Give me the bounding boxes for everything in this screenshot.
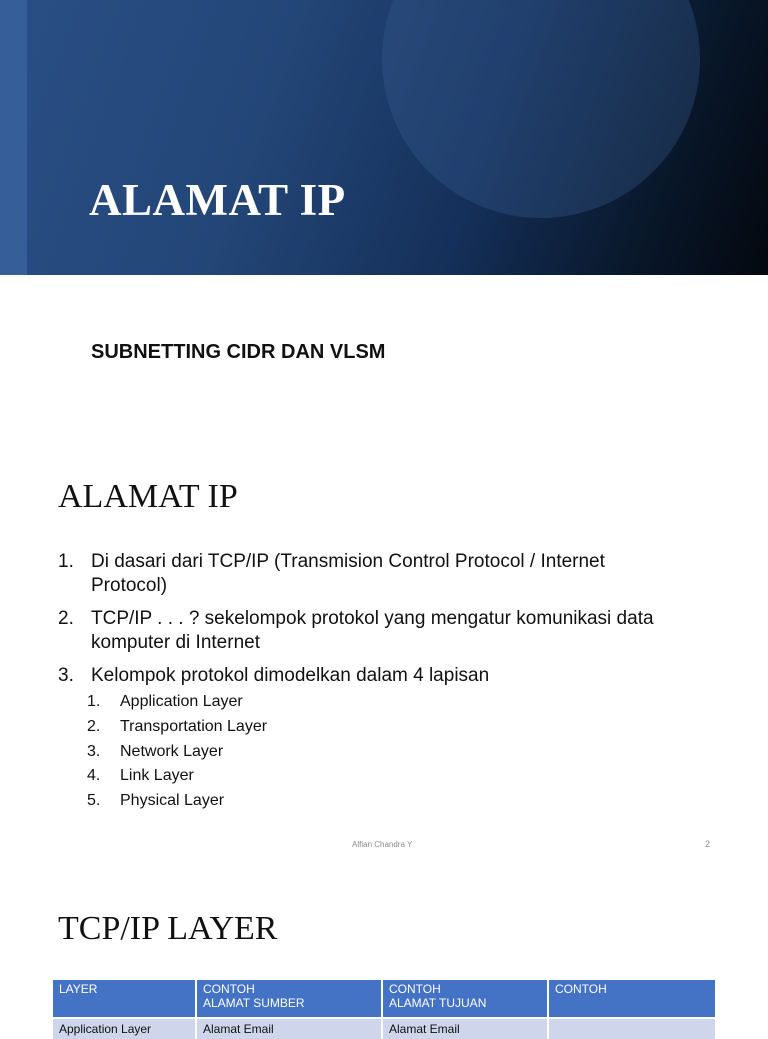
sub-list-number: 5. xyxy=(87,792,101,809)
slide-heading: TCP/IP LAYER xyxy=(58,910,278,947)
sub-list-text: Link Layer xyxy=(120,767,194,784)
slide-title xyxy=(0,0,768,436)
list-text xyxy=(91,550,731,598)
table-cell: Alamat Email xyxy=(196,1018,382,1039)
table-header-cell xyxy=(53,980,196,1018)
sub-list-number: 3. xyxy=(87,743,101,760)
slide-subtitle: SUBNETTING CIDR DAN VLSM xyxy=(91,341,386,363)
list-text xyxy=(91,664,731,688)
list-text-line: Protocol) xyxy=(91,575,168,596)
slide-page-number: 2 xyxy=(705,839,711,849)
slide-tcpip-layer xyxy=(0,870,768,1036)
slide-alamat-ip xyxy=(0,436,768,870)
sub-list-text: Transportation Layer xyxy=(120,718,268,735)
sub-list-number: 4. xyxy=(87,767,101,784)
header-line: ALAMAT TUJUAN xyxy=(389,996,487,1010)
header-line: CONTOH xyxy=(203,982,255,996)
table-cell: Alamat Email xyxy=(382,1018,548,1039)
list-text-line: komputer di Internet xyxy=(91,632,260,653)
table-cell: Application Layer xyxy=(53,1018,196,1039)
title-banner xyxy=(0,0,768,275)
table-header-cell xyxy=(382,980,548,1018)
list-text xyxy=(91,607,731,655)
table-row xyxy=(53,1018,715,1039)
list-text-line: Kelompok protokol dimodelkan dalam 4 lapisan xyxy=(91,665,490,686)
table-header-cell xyxy=(548,980,715,1018)
table-header-cell xyxy=(196,980,382,1018)
header-line: LAYER xyxy=(59,982,98,996)
header-line: CONTOH xyxy=(555,982,607,996)
sub-list-number: 1. xyxy=(87,693,101,710)
sub-list-text: Physical Layer xyxy=(120,792,225,809)
table-cell xyxy=(548,1018,715,1039)
list-number: 3. xyxy=(58,665,74,686)
sub-list-text: Network Layer xyxy=(120,743,224,760)
list-text-line: TCP/IP . . . ? sekelompok protokol yang mengatur komunikasi data xyxy=(91,608,654,629)
slide-heading: ALAMAT IP xyxy=(58,478,238,515)
slide-title-heading: ALAMAT IP xyxy=(89,175,346,225)
banner-accent-strip xyxy=(0,0,27,275)
header-line: CONTOH xyxy=(389,982,441,996)
sub-list-number: 2. xyxy=(87,718,101,735)
header-line: ALAMAT SUMBER xyxy=(203,996,305,1010)
slide-footer-author: Alfian Chandra Y xyxy=(352,840,413,849)
list-number: 1. xyxy=(58,551,74,572)
list-number: 2. xyxy=(58,608,74,629)
sub-list-text: Application Layer xyxy=(120,693,243,710)
layer-table xyxy=(53,980,715,1039)
table-header-row xyxy=(53,980,715,1018)
banner-decorative-circle xyxy=(382,0,700,218)
list-text-line: Di dasari dari TCP/IP (Transmision Control Protocol / Internet xyxy=(91,551,605,572)
